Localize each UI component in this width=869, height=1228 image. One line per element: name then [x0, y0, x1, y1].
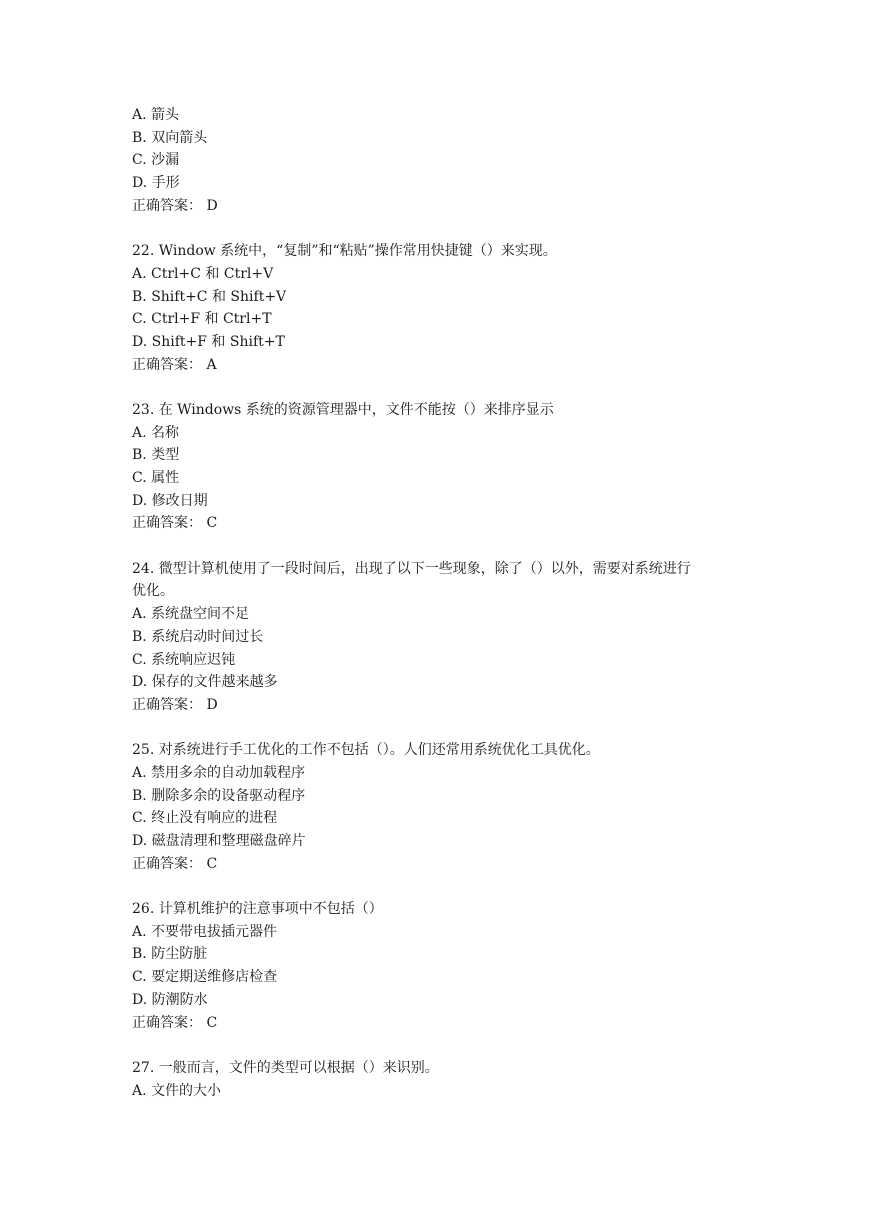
option-b: B. 双向箭头	[132, 129, 208, 146]
option-c: C. 要定期送维修店检查	[132, 969, 278, 986]
option-a: A. 系统盘空间不足	[132, 606, 250, 623]
question-list	[132, 104, 752, 1102]
answer-line: 正确答案： A	[132, 356, 217, 373]
option-d: D. 防潮防水	[132, 991, 208, 1008]
option-b: B. 系统启动时间过长	[132, 628, 264, 645]
answer-line: 正确答案： D	[132, 696, 218, 713]
option-c: C. 沙漏	[132, 152, 180, 169]
question-block-21	[132, 104, 752, 217]
answer-line: 正确答案： C	[132, 515, 218, 532]
question-text: 25. 对系统进行手工优化的工作不包括（）。人们还常用系统优化工具优化。	[132, 742, 600, 759]
spacer	[132, 376, 752, 399]
answer-line: 正确答案： C	[132, 855, 218, 872]
option-a: A. 不要带电拔插元器件	[132, 923, 278, 940]
question-block-23	[132, 399, 752, 535]
spacer	[132, 717, 752, 740]
question-text: 24. 微型计算机使用了一段时间后，出现了以下一些现象，除了（）以外，需要对系统进行	[132, 560, 691, 577]
question-block-22	[132, 240, 752, 376]
option-d: D. 磁盘清理和整理磁盘碎片	[132, 833, 306, 849]
option-b: B. 类型	[132, 447, 180, 464]
question-text: 22. Window 系统中，“复制”和“粘贴”操作常用快捷键（）来实现。	[132, 243, 557, 260]
option-b: B. 防尘防脏	[132, 946, 208, 963]
spacer	[132, 535, 752, 558]
question-block-27	[132, 1057, 752, 1102]
question-text: 27. 一般而言，文件的类型可以根据（）来识别。	[132, 1059, 439, 1076]
option-b: B. Shift+C 和 Shift+V	[132, 288, 287, 305]
option-c: C. 系统响应迟钝	[132, 651, 236, 668]
question-block-25	[132, 739, 752, 875]
option-d: D. 保存的文件越来越多	[132, 674, 278, 691]
option-a: A. 文件的大小	[132, 1082, 222, 1099]
answer-line: 正确答案： C	[132, 1014, 218, 1031]
option-a: A. 箭头	[132, 107, 180, 123]
option-d: D. 手形	[132, 175, 180, 192]
option-c: C. 终止没有响应的进程	[132, 810, 278, 827]
spacer	[132, 875, 752, 898]
question-text: 26. 计算机维护的注意事项中不包括（）	[132, 901, 383, 918]
answer-line: 正确答案： D	[132, 197, 218, 214]
option-a: A. 名称	[132, 424, 180, 441]
question-block-26	[132, 898, 752, 1034]
spacer	[132, 217, 752, 240]
spacer	[132, 1034, 752, 1057]
option-a: A. 禁用多余的自动加载程序	[132, 764, 306, 781]
option-c: C. Ctrl+F 和 Ctrl+T	[132, 311, 272, 328]
option-d: D. 修改日期	[132, 492, 208, 509]
question-block-24	[132, 558, 752, 717]
option-d: D. Shift+F 和 Shift+T	[132, 333, 285, 350]
option-a: A. Ctrl+C 和 Ctrl+V	[132, 265, 274, 282]
option-b: B. 删除多余的设备驱动程序	[132, 787, 306, 804]
question-text-continued: 优化。	[132, 583, 174, 600]
question-text: 23. 在 Windows 系统的资源管理器中，文件不能按（）来排序显示	[132, 401, 554, 418]
option-c: C. 属性	[132, 470, 180, 486]
